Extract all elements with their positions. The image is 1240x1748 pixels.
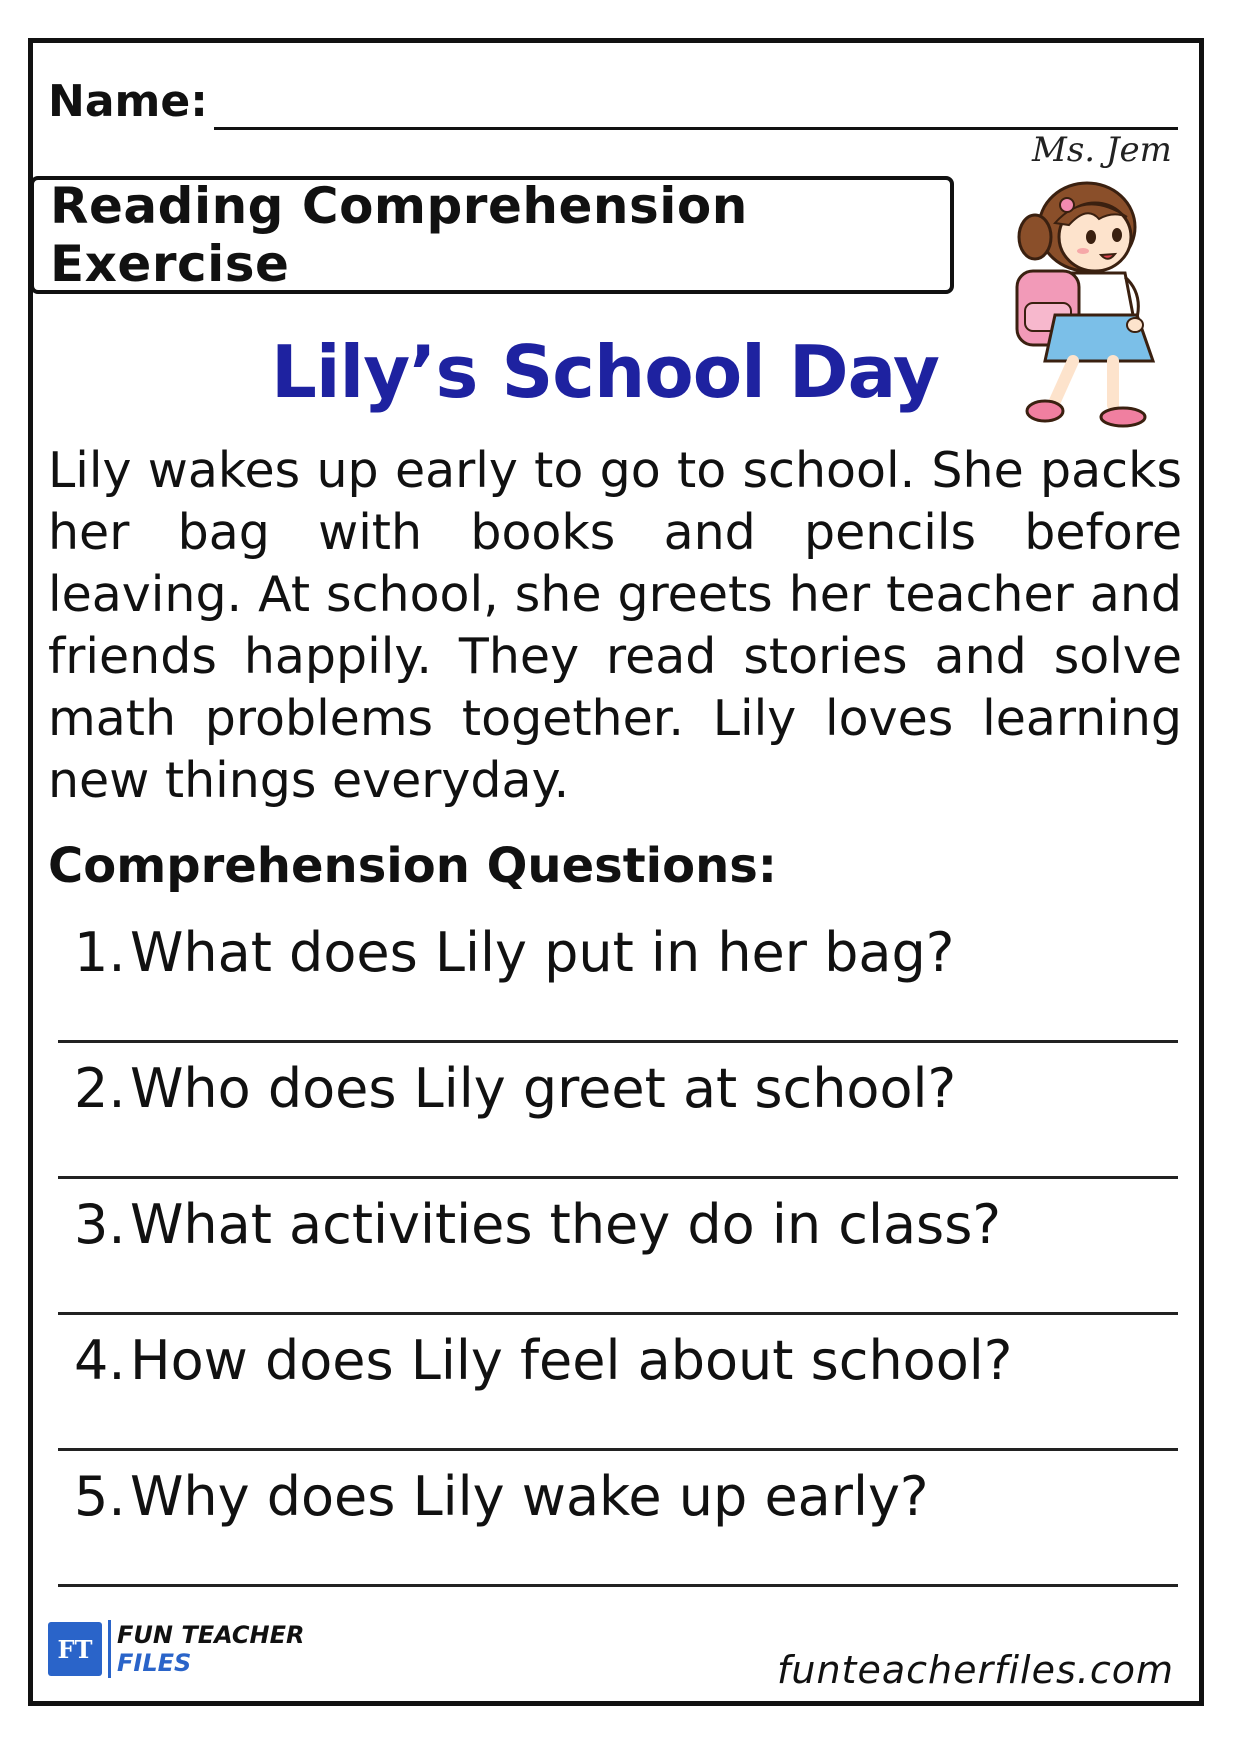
question-3 — [74, 1193, 1001, 1256]
answer-line-2[interactable] — [58, 1176, 1178, 1179]
name-input-line[interactable] — [214, 77, 1178, 130]
logo-line-2: FILES — [117, 1649, 192, 1677]
question-text: Who does Lily greet at school? — [130, 1057, 957, 1120]
question-text: What does Lily put in her bag? — [130, 921, 955, 984]
answer-line-3[interactable] — [58, 1312, 1178, 1315]
story-title-row — [0, 330, 1240, 414]
questions-heading: Comprehension Questions: — [48, 838, 777, 894]
question-text: What activities they do in class? — [130, 1193, 1001, 1256]
question-4 — [74, 1329, 1013, 1392]
website-url: funteacherfiles.com — [777, 1648, 1174, 1692]
signature: Ms. Jem — [1032, 130, 1172, 170]
logo-line-1: FUN TEACHER — [117, 1621, 305, 1649]
story-title: Lily’s School Day — [271, 330, 939, 414]
name-label: Name: — [48, 76, 208, 127]
logo-text — [117, 1621, 305, 1677]
exercise-title-box — [30, 176, 954, 294]
name-row — [48, 70, 1178, 130]
question-1 — [74, 921, 955, 984]
question-text: Why does Lily wake up early? — [130, 1465, 929, 1528]
question-number: 1. — [74, 921, 126, 984]
answer-line-1[interactable] — [58, 1040, 1178, 1043]
fun-teacher-files-logo — [48, 1620, 305, 1678]
question-text: How does Lily feel about school? — [130, 1329, 1013, 1392]
question-number: 2. — [74, 1057, 126, 1120]
question-number: 5. — [74, 1465, 126, 1528]
reading-passage: Lily wakes up early to go to school. She packs her bag with books and pencils before leaving. At school, she greets her teacher and friends happily. They read stories and solve math problems together. Lily loves learning new things everyday. — [48, 442, 1182, 809]
answer-line-5[interactable] — [58, 1584, 1178, 1587]
question-number: 3. — [74, 1193, 126, 1256]
answer-line-4[interactable] — [58, 1448, 1178, 1451]
question-2 — [74, 1057, 957, 1120]
question-number: 4. — [74, 1329, 126, 1392]
question-5 — [74, 1465, 929, 1528]
logo-divider — [108, 1620, 111, 1678]
exercise-title: Reading Comprehension Exercise — [50, 177, 748, 293]
ft-logo-icon: FT — [48, 1622, 102, 1676]
